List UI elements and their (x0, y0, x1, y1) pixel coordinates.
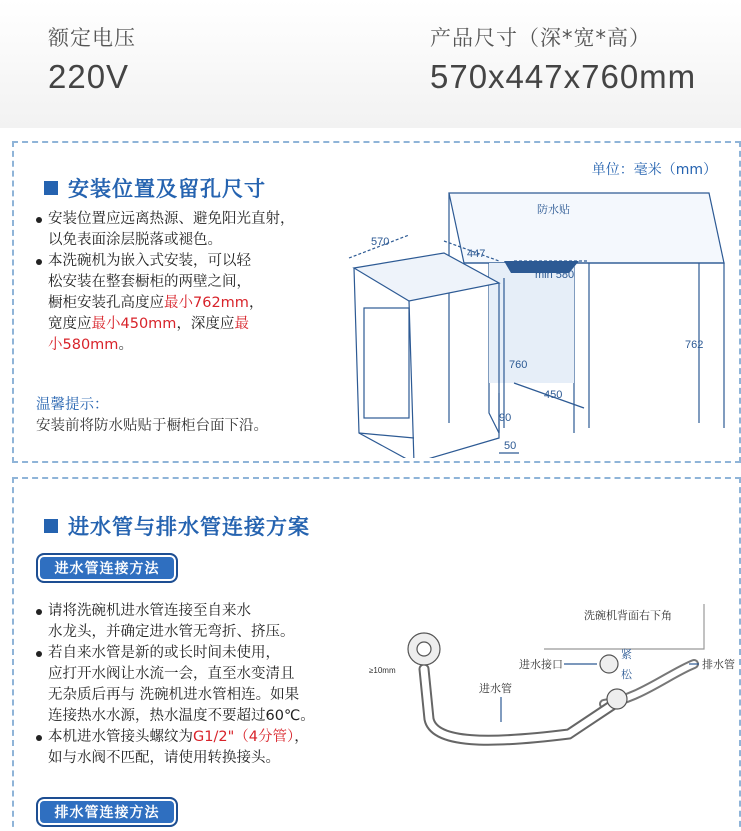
list-item (36, 727, 315, 769)
tip-title: 温馨提示： (36, 397, 109, 413)
spec-band (0, 0, 741, 128)
voltage-value: 220V (48, 58, 130, 95)
dim-90: 90 (499, 412, 512, 424)
inlet-hose-shape (424, 669, 614, 740)
dim-762: 762 (685, 339, 704, 351)
connector-icon (607, 689, 627, 709)
text: ， (294, 729, 309, 745)
dim-waterproof: 防水贴 (537, 204, 570, 216)
bullet-line: 松安装在整套橱柜的两壁之间， (48, 274, 251, 290)
bullet-line: 如与水阀不匹配，请使用转换接头。 (48, 750, 280, 766)
install-section-title (44, 173, 266, 203)
label-tight: 紧 (621, 649, 632, 661)
highlight-height: 最小762mm (164, 295, 249, 311)
pipes-section-title (44, 511, 310, 541)
pipes-panel (12, 477, 741, 831)
install-title-text: 安装位置及留孔尺寸 (68, 177, 266, 201)
dishwasher-panel (364, 308, 409, 418)
pipes-bullet-list (36, 601, 315, 769)
label-back-corner: 洗碗机背面右下角 (584, 610, 672, 622)
bullet-line (48, 727, 315, 748)
text: 本机进水管接头螺纹为 (48, 729, 193, 745)
list-item (36, 209, 295, 251)
install-diagram (339, 183, 734, 458)
text: ，深度应 (176, 316, 235, 332)
highlight-thread: G1/2"（4分管） (193, 729, 295, 745)
highlight-width: 最小450mm (91, 316, 177, 332)
pipes-diagram (369, 594, 741, 794)
bullet-line: 应打开水阀让水流一会，直至水变清且 (48, 666, 295, 682)
bullet-line (48, 314, 295, 335)
spec-size (430, 22, 696, 96)
bullet-line: 以免表面涂层脱落或褪色。 (48, 232, 222, 248)
list-item (36, 251, 295, 356)
inlet-method-button[interactable]: 进水管连接方法 (36, 553, 178, 583)
label-inlet-port: 进水接口 (519, 659, 563, 671)
size-value: 570x447x760mm (430, 58, 697, 95)
voltage-label: 额定电压 (48, 26, 136, 50)
bullet-line: 水龙头，并确定进水管无弯折、挤压。 (48, 624, 295, 640)
bullet-line: 本洗碗机为嵌入式安装，可以轻 (48, 253, 251, 269)
text: 宽度应 (48, 316, 92, 332)
tip-box (36, 395, 268, 437)
text: 橱柜安装孔高度应 (48, 295, 164, 311)
square-bullet-icon (44, 181, 58, 195)
drain-method-button[interactable]: 排水管连接方法 (36, 797, 178, 827)
bullet-line: 无杂质后再与 洗碗机进水管相连。如果 (48, 687, 300, 703)
dim-450: 450 (544, 389, 563, 401)
bullet-line: 连接热水水源，热水温度不要超过60℃。 (48, 708, 315, 724)
spec-voltage (48, 22, 136, 96)
list-item (36, 601, 315, 643)
list-item (36, 643, 315, 727)
dim-760: 760 (509, 359, 528, 371)
label-inlet-pipe: 进水管 (479, 683, 512, 695)
inlet-port-icon (600, 655, 618, 673)
install-bullet-list (36, 209, 295, 356)
bullet-line: 若自来水管是新的或长时间未使用， (48, 645, 280, 661)
bullet-line (48, 293, 295, 314)
tip-text: 安装前将防水贴贴于橱柜台面下沿。 (36, 418, 268, 434)
dim-50: 50 (504, 440, 517, 452)
cabinet-top (449, 193, 724, 263)
label-loose: 松 (621, 669, 632, 681)
label-drain-pipe: 排水管 (702, 659, 735, 671)
dim-447: 447 (467, 248, 486, 260)
unit-label: 单位：毫米（mm） (591, 162, 717, 178)
square-bullet-icon (44, 519, 58, 533)
text: ， (248, 295, 264, 311)
bullet-line (48, 335, 295, 356)
install-panel (12, 141, 741, 463)
highlight-depth: 小580mm (48, 337, 119, 353)
size-label: 产品尺寸（深*宽*高） (430, 26, 651, 50)
dim-min580: min 580 (535, 269, 575, 281)
bullet-line: 安装位置应远离热源、避免阳光直射， (48, 211, 295, 227)
text: 。 (118, 337, 133, 353)
label-min10: ≥10mm (369, 666, 396, 675)
pipes-title-text: 进水管与排水管连接方案 (68, 515, 310, 539)
highlight-depth: 最 (234, 316, 249, 332)
bullet-line: 请将洗碗机进水管连接至自来水 (48, 603, 251, 619)
dim-570: 570 (371, 236, 390, 248)
